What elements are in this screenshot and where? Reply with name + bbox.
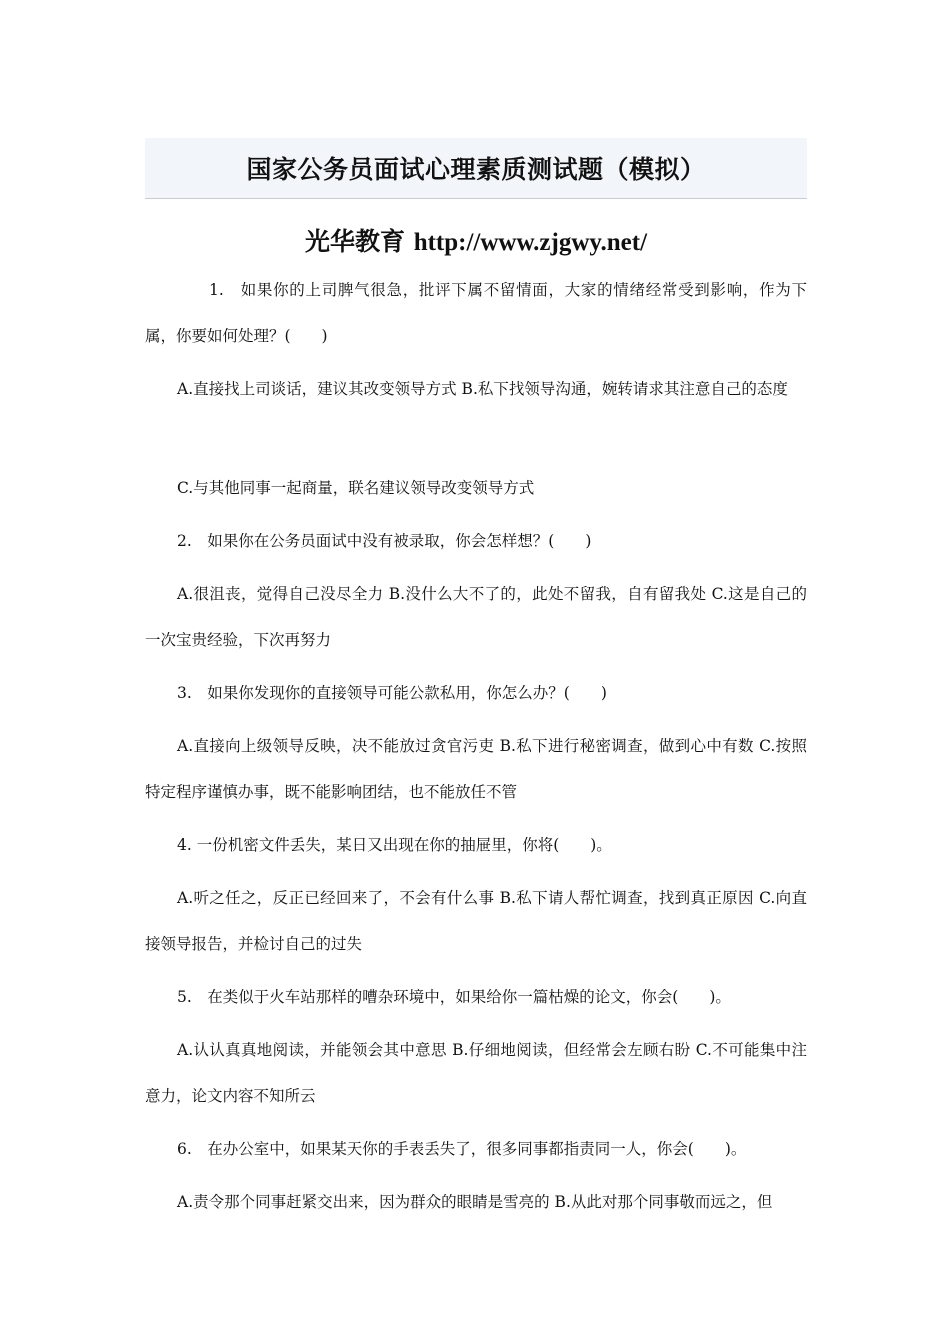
question-1: 1. 如果你的上司脾气很急，批评下属不留情面，大家的情绪经常受到影响，作为下属，你要如何处理？( )	[145, 281, 807, 345]
question-3-options: A.直接向上级领导反映，决不能放过贪官污吏 B.私下进行秘密调查，做到心中有数 C.按照特定程序谨慎办事，既不能影响团结，也不能放任不管	[145, 737, 807, 801]
question-2-options: A.很沮丧，觉得自己没尽全力 B.没什么大不了的，此处不留我，自有留我处 C.这是自己的一次宝贵经验，下次再努力	[145, 585, 807, 649]
page-subtitle	[145, 222, 807, 258]
title-banner	[145, 138, 807, 199]
subtitle-org-name: 光华教育	[304, 227, 414, 256]
question-5-options: A.认认真真地阅读，并能领会其中意思 B.仔细地阅读，但经常会左顾右盼 C.不可能集中注意力，论文内容不知所云	[145, 1041, 807, 1105]
question-3: 3. 如果你发现你的直接领导可能公款私用，你怎么办？( )	[177, 684, 607, 702]
question-2: 2. 如果你在公务员面试中没有被录取，你会怎样想？( )	[177, 532, 592, 550]
subtitle-url: http://www.zjgwy.net/	[413, 229, 648, 256]
question-5: 5. 在类似于火车站那样的嘈杂环境中，如果给你一篇枯燥的论文，你会( )。	[177, 988, 731, 1006]
question-6: 6. 在办公室中，如果某天你的手表丢失了，很多同事都指责同一人，你会( )。	[177, 1140, 747, 1158]
question-1-options-ab: A.直接找上司谈话，建议其改变领导方式 B.私下找领导沟通，婉转请求其注意自己的态度	[177, 380, 788, 398]
question-1-option-c: C.与其他同事一起商量，联名建议领导改变领导方式	[177, 479, 535, 497]
question-4-options: A.听之任之，反正已经回来了，不会有什么事 B.私下请人帮忙调查，找到真正原因 C.向直接领导报告，并检讨自己的过失	[145, 889, 807, 953]
question-6-options: A.责令那个同事赶紧交出来，因为群众的眼睛是雪亮的 B.从此对那个同事敬而远之，但	[177, 1193, 773, 1211]
question-4: 4. 一份机密文件丢失，某日又出现在你的抽屉里，你将( )。	[177, 836, 612, 854]
page-title: 国家公务员面试心理素质测试题（模拟）	[246, 155, 706, 184]
